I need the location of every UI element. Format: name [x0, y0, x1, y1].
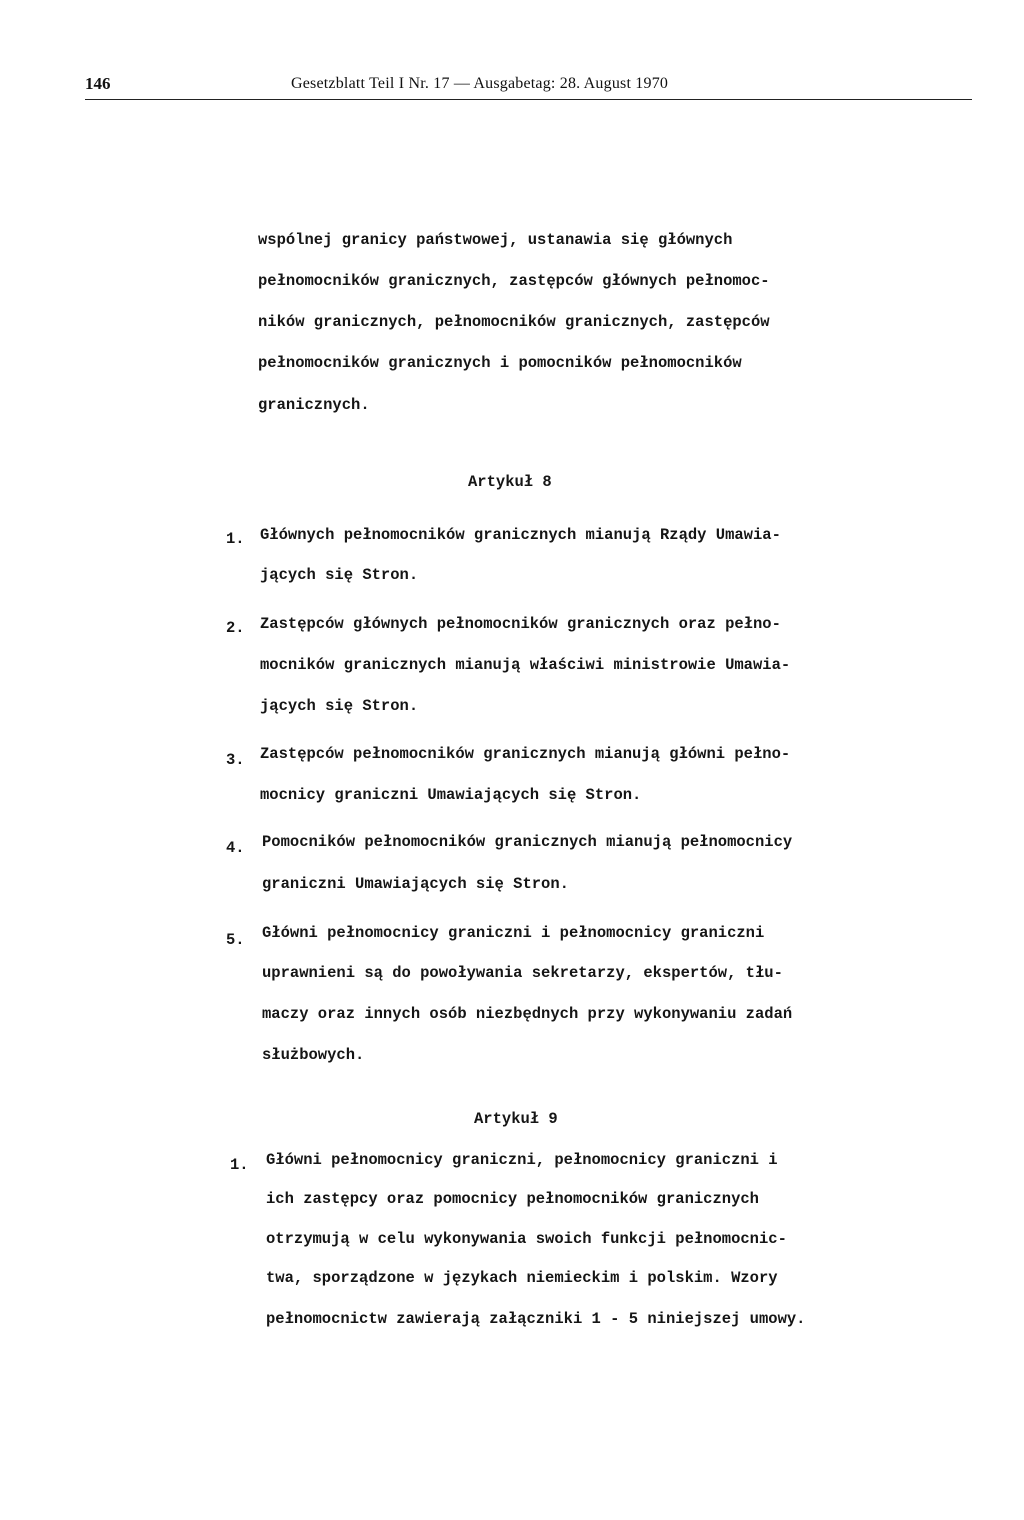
item-line: twa, sporządzone w językach niemieckim i polskim. Wzory: [266, 1269, 778, 1287]
item-line: Główni pełnomocnicy graniczni i pełnomocnicy graniczni: [262, 924, 765, 942]
item-number: 2.: [226, 619, 245, 637]
item-line: Główni pełnomocnicy graniczni, pełnomocnicy graniczni i: [266, 1151, 778, 1169]
item-line: maczy oraz innych osób niezbędnych przy wykonywaniu zadań: [262, 1005, 793, 1023]
item-line: graniczni Umawiających się Stron.: [262, 875, 569, 893]
header-rule: [85, 99, 972, 100]
item-line: uprawnieni są do powoływania sekretarzy, ekspertów, tłu-: [262, 964, 783, 982]
item-number: 3.: [226, 751, 245, 769]
item-line: Zastępców pełnomocników granicznych mianują główni pełno-: [260, 745, 791, 763]
running-title: Gesetzblatt Teil I Nr. 17 — Ausgabetag: 28. August 1970: [291, 75, 669, 92]
item-line: służbowych.: [262, 1046, 365, 1064]
paragraph-line: granicznych.: [258, 396, 370, 414]
item-line: jących się Stron.: [260, 566, 419, 584]
item-line: Głównych pełnomocników granicznych mianują Rządy Umawia-: [260, 526, 781, 544]
article-heading: Artykuł 8: [468, 473, 552, 491]
item-number: 4.: [226, 839, 245, 857]
item-line: mocników granicznych mianują właściwi ministrowie Umawia-: [260, 656, 791, 674]
item-number: 5.: [226, 931, 245, 949]
item-number: 1.: [226, 530, 245, 548]
paragraph-line: pełnomocników granicznych i pomocników pełnomocników: [258, 354, 742, 372]
paragraph-line: wspólnej granicy państwowej, ustanawia się głównych: [258, 231, 733, 249]
paragraph-line: ników granicznych, pełnomocników granicznych, zastępców: [258, 313, 770, 331]
page-header: [85, 72, 972, 102]
item-line: Pomocników pełnomocników granicznych mianują pełnomocnicy: [262, 833, 793, 851]
item-line: otrzymują w celu wykonywania swoich funkcji pełnomocnic-: [266, 1230, 787, 1248]
page-number: 146: [85, 74, 111, 93]
item-line: ich zastępcy oraz pomocnicy pełnomocników granicznych: [266, 1190, 759, 1208]
item-line: jących się Stron.: [260, 697, 419, 715]
item-line: pełnomocnictw zawierają załączniki 1 - 5 niniejszej umowy.: [266, 1310, 806, 1328]
article-heading: Artykuł 9: [474, 1110, 558, 1128]
item-line: Zastępców głównych pełnomocników granicznych oraz pełno-: [260, 615, 781, 633]
item-number: 1.: [230, 1156, 249, 1174]
paragraph-line: pełnomocników granicznych, zastępców głównych pełnomoc-: [258, 272, 770, 290]
item-line: mocnicy graniczni Umawiających się Stron.: [260, 786, 642, 804]
